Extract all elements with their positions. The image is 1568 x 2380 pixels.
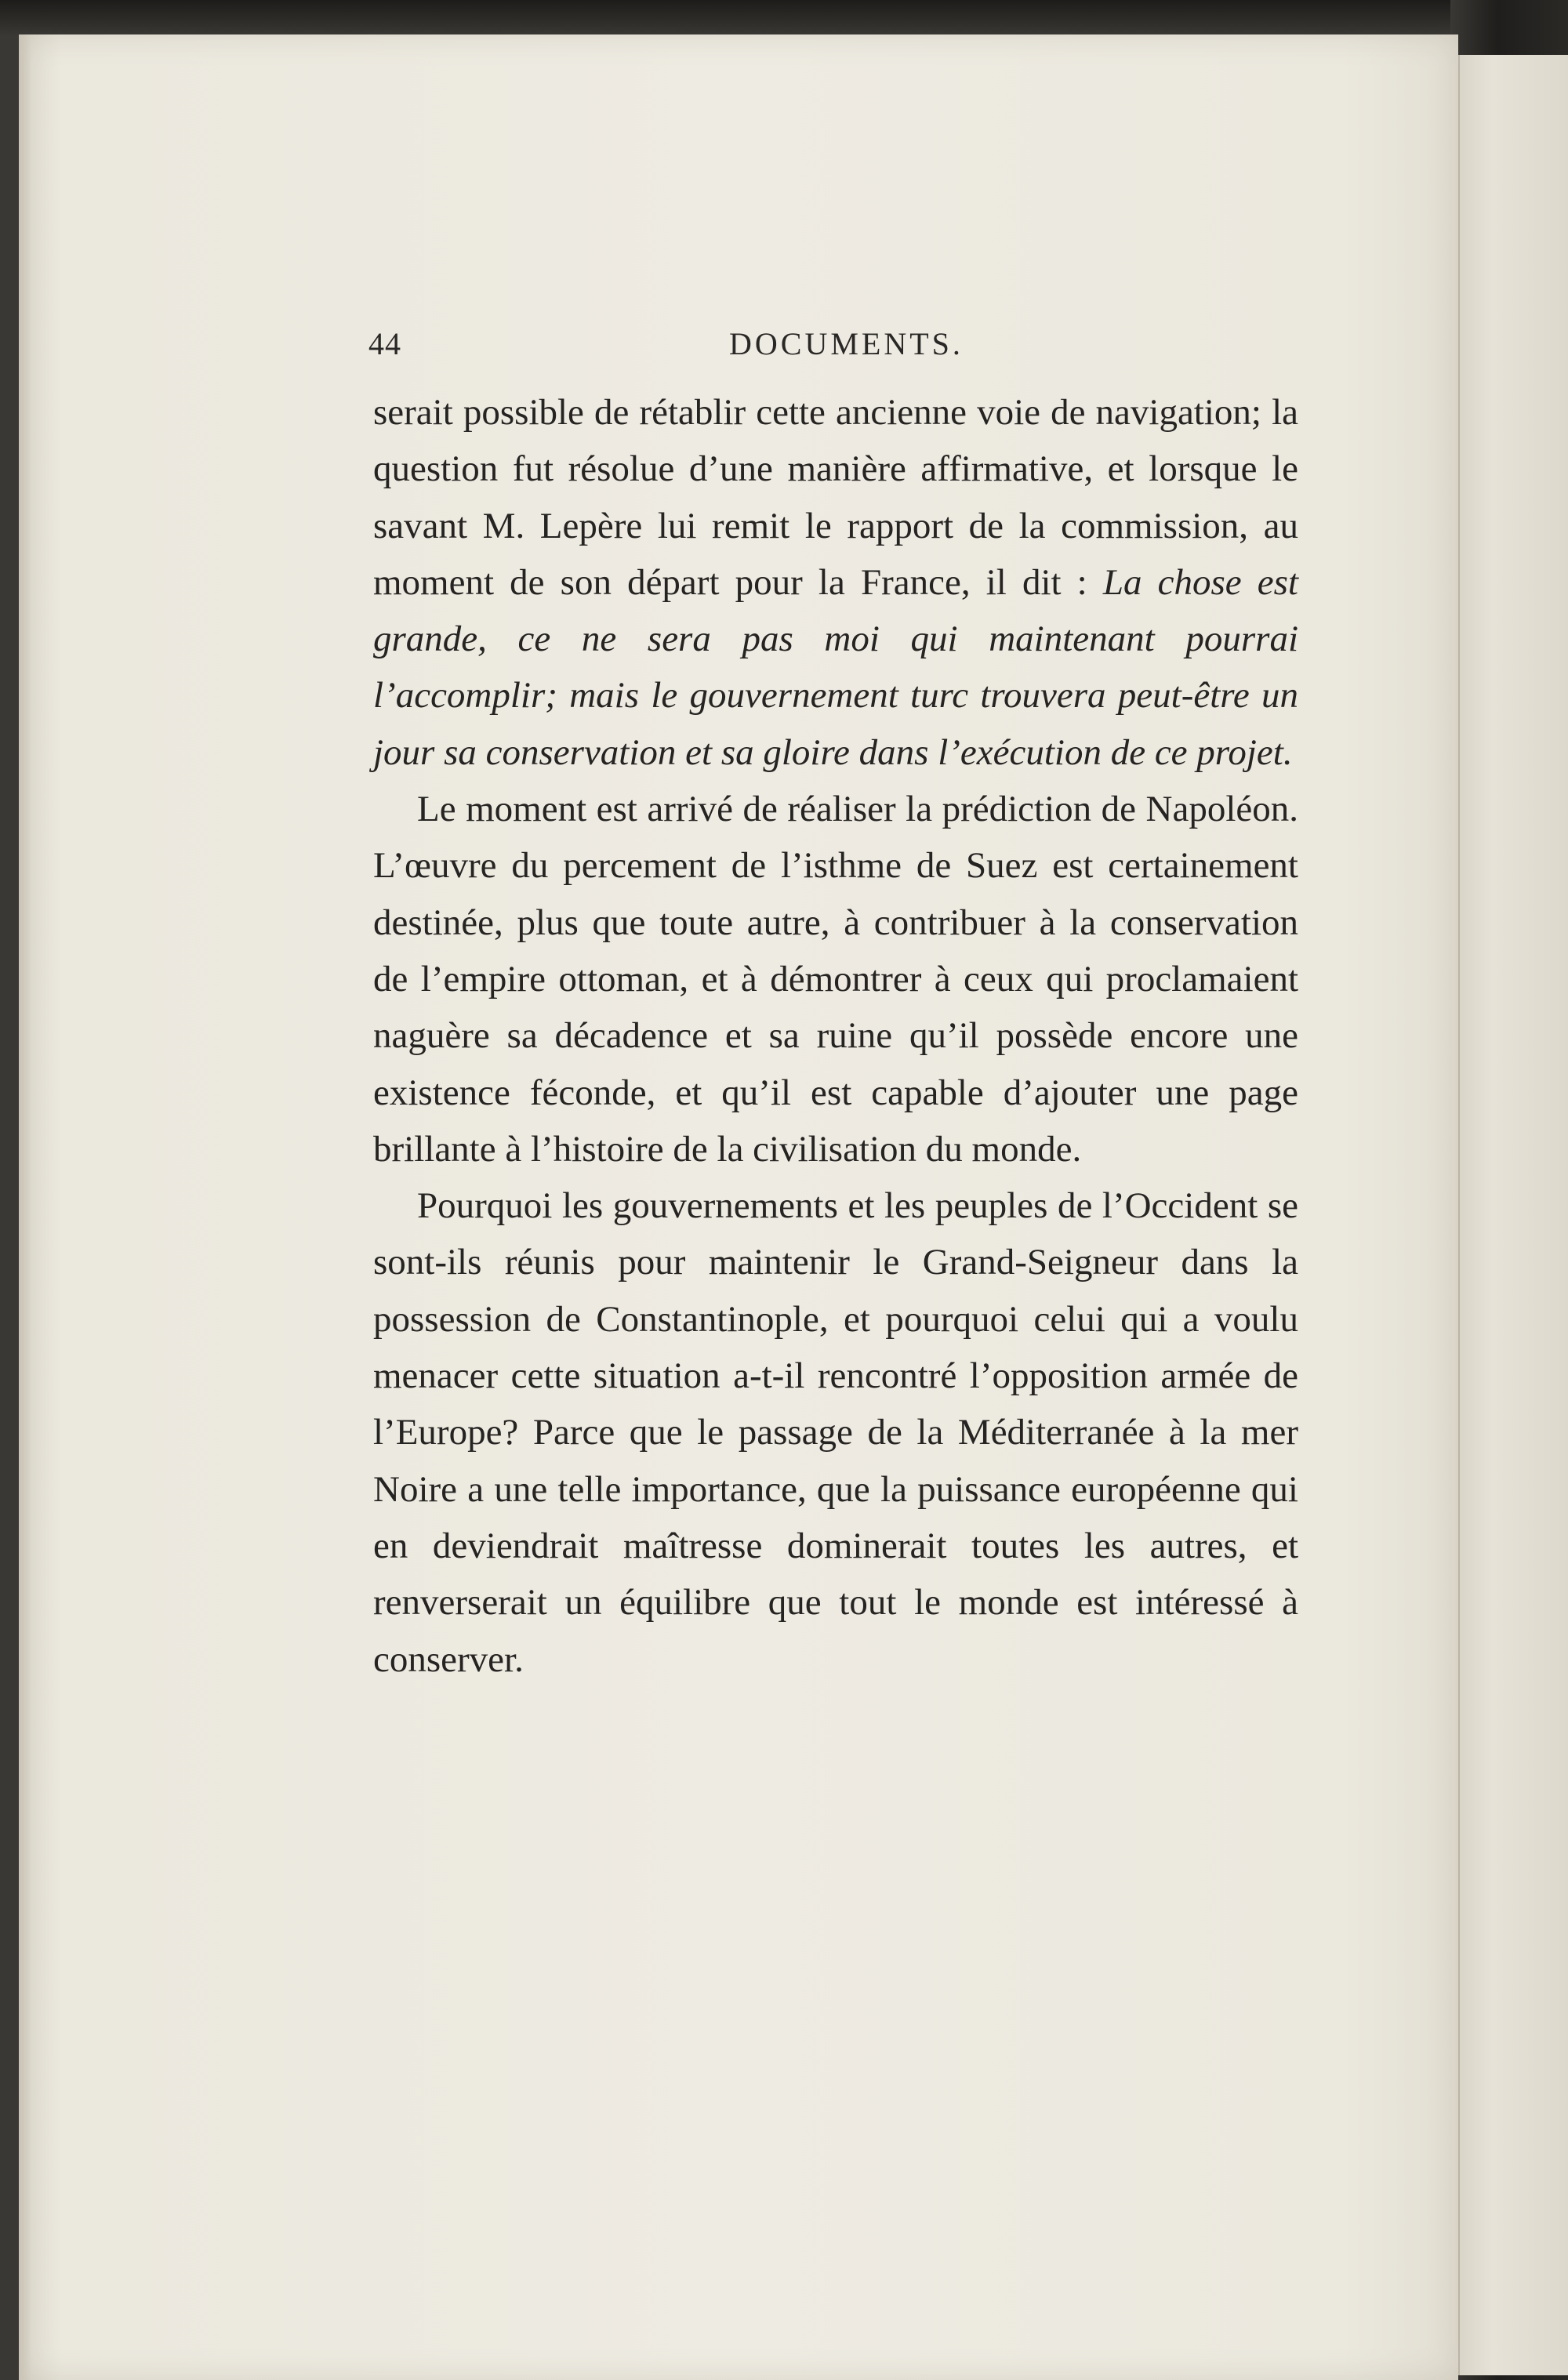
napoleon-quote: La chose est grande, ce ne sera pas moi qui maintenant pourrai l’accomplir; mais le gouvernement turc trouvera peut-être un jour sa conservation et sa gloire dans l’exécution de ce projet. <box>373 561 1298 773</box>
paragraph-1 <box>373 384 1298 781</box>
facing-page-edge <box>1458 55 1568 2375</box>
running-head: DOCUMENTS. <box>729 326 964 361</box>
paragraph-1-text: serait possible de rétablir cette ancienne voie de navigation; la question fut résolue d’une manière affirmative, et lorsque le savant M. Lepère lui remit le rapport de la commission, au moment de son départ pour la France, il dit : <box>373 392 1298 603</box>
paragraph-3: Pourquoi les gouvernements et les peuples de l’Occident se sont-ils réunis pour maintenir le Grand-Seigneur dans la possession de Constantinople, et pourquoi celui qui a voulu menacer cette situation a-t-il rencontré l’opposition armée de l’Europe? Parce que le passage de la Méditerranée à la mer Noire a une telle importance, que la puissance européenne qui en deviendrait maîtresse dominerait toutes les autres, et renverserait un équilibre que tout le monde est intéressé à conserver. <box>373 1185 1298 1680</box>
body-text <box>373 384 1298 1688</box>
paragraph-2: Le moment est arrivé de réaliser la prédiction de Napoléon. L’œuvre du percement de l’isthme de Suez est certainement destinée, plus que toute autre, à contribuer à la conservation de l’empire ottoman, et à démontrer à ceux qui proclamaient naguère sa décadence et sa ruine qu’il possède encore une existence féconde, et qu’il est capable d’ajouter une page brillante à l’histoire de la civilisation du monde. <box>373 789 1298 1170</box>
scan-top-margin <box>0 0 1568 38</box>
page-header <box>368 325 1301 372</box>
page-number: 44 <box>368 326 401 361</box>
